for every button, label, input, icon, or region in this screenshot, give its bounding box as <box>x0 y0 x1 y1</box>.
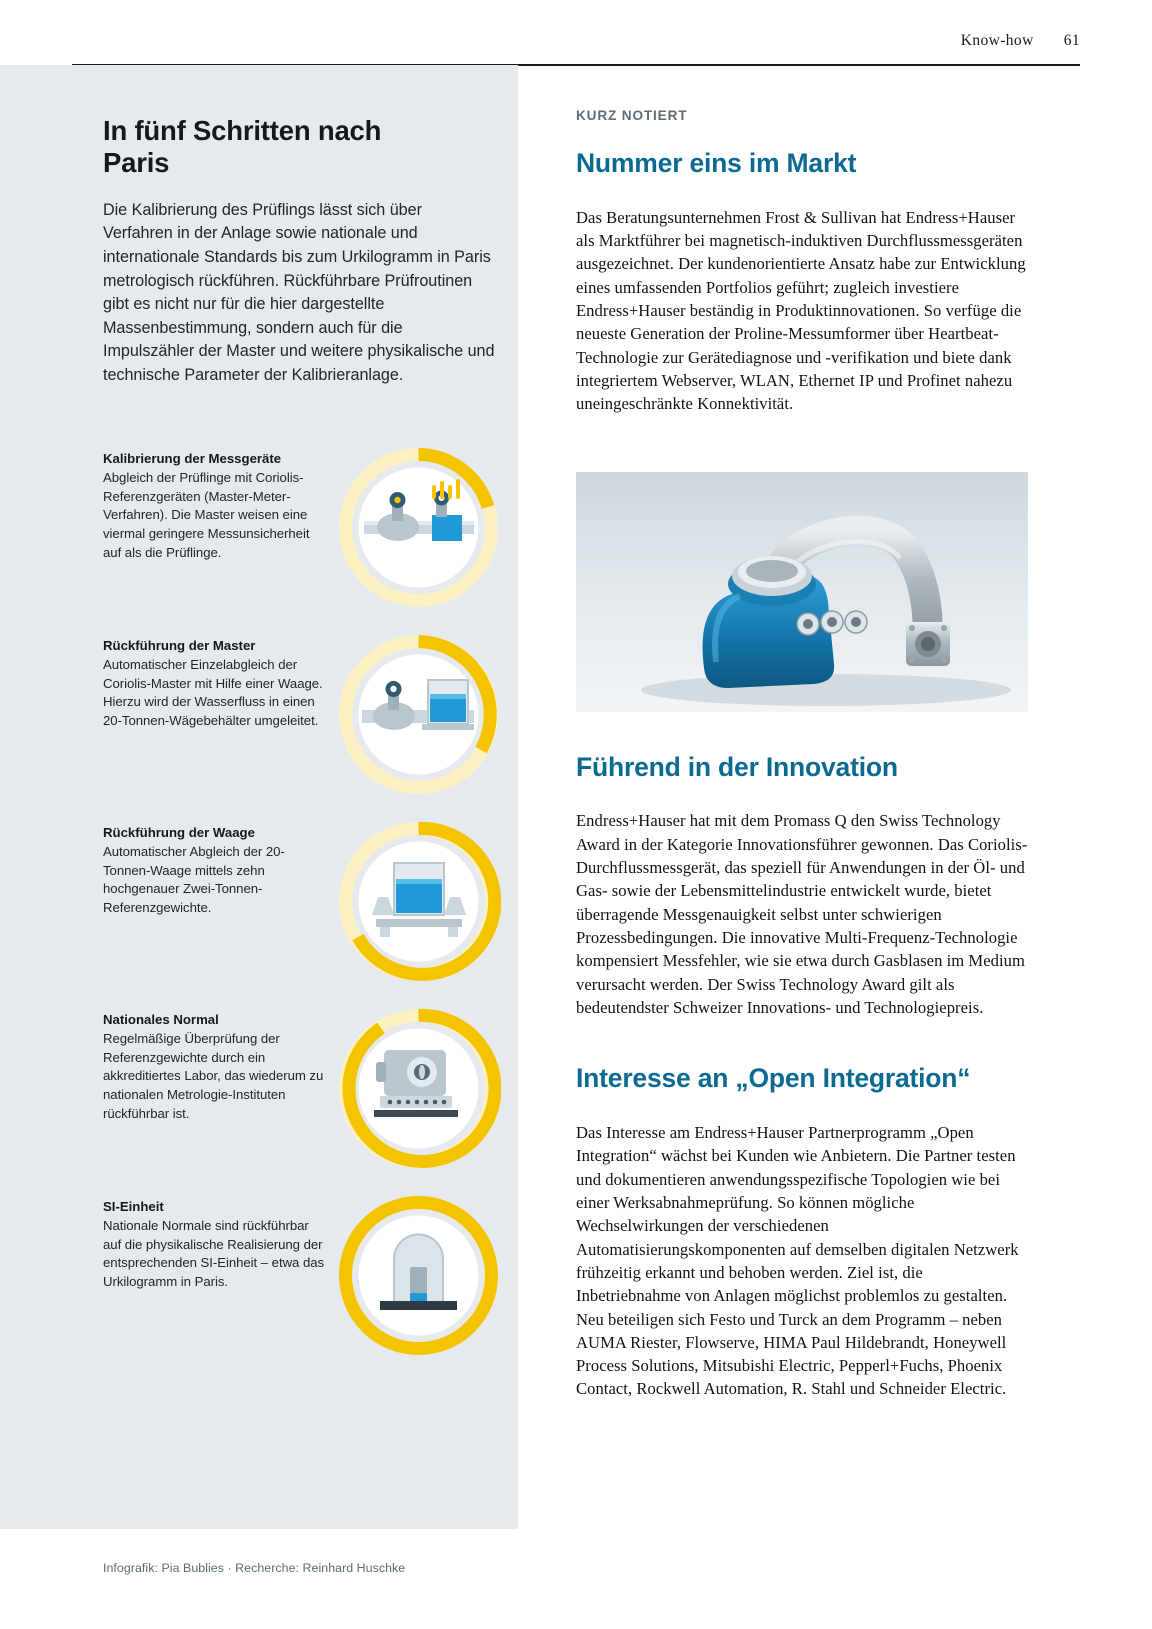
article-title: Nummer eins im Markt <box>576 148 857 178</box>
infographic-intro-text: Die Kalibrierung des Prüflings lässt sich über Verfahren in der Anlage sowie nationale und internationale Standards bis zum Urkilogramm in Paris metrologisch rückführen. Rückführbare Prüfroutinen gibt es nicht nur für die hier dargestellte Massenbestimmung, sondern auch für die Impulszähler der Master und weitere physikalische und technische Parameter der Kalibrieranlage. <box>103 200 495 384</box>
step-figure <box>336 445 501 610</box>
step-title: Rückführung der Master <box>103 638 256 653</box>
step-figure <box>336 1193 501 1358</box>
step-figure <box>336 632 501 797</box>
step-title: Nationales Normal <box>103 1012 219 1027</box>
step-item <box>103 1011 503 1198</box>
infographic-intro-block <box>103 115 495 387</box>
step-text <box>103 450 325 562</box>
step-text <box>103 1198 325 1292</box>
step-text <box>103 824 325 918</box>
article-title: Interesse an „Open Integration“ <box>576 1063 971 1094</box>
article-body: Das Beratungsunternehmen Frost & Sullivan hat Endress+Hauser als Marktführer bei magnetisch-induktiven Durchflussmessgeräten ausgezeichnet. Der kundenorientierte Ansatz habe zur Entwicklung eines umfassenden Portfolios geführt; zugleich investiere Endress+Hauser beständig in Produktinnovationen. So verfüge die neueste Generation der Proline-Messumformer über Heartbeat-Technologie zur Gerätediagnose und -verifikation und biete dank integriertem Webserver, WLAN, Ethernet IP und Profinet nahezu uneingeschränkte Konnektivität. <box>576 207 1026 414</box>
step-body: Nationale Normale sind rückführbar auf die physikalische Realisierung der entsprechenden SI-Einheit – etwa das Urkilogramm in Paris. <box>103 1217 325 1290</box>
step-item <box>103 450 503 637</box>
running-head <box>961 32 1080 50</box>
article-title: Führend in der Innovation <box>576 751 898 782</box>
step-body: Regelmäßige Überprüfung der Referenzgewichte durch ein akkreditiertes Labor, das wiederum zu nationalen Metrologie-Instituten rückführbar ist. <box>103 1030 324 1121</box>
step-title: Kalibrierung der Messgeräte <box>103 451 282 466</box>
step-body: Abgleich der Prüflinge mit Coriolis-Referenzgeräten (Master-Meter-Verfahren). Die Master weisen eine viermal geringere Messunsicherheit auf als die Prüflinge. <box>103 469 310 560</box>
step-body: Automatischer Abgleich der 20-Tonnen-Waage mittels zehn hochgenauer Zwei-Tonnen-Referenzgewichte. <box>103 843 285 916</box>
product-photo-promass-flowmeter <box>576 472 1028 712</box>
step-title: Rückführung der Waage <box>103 825 255 840</box>
kilogram-prototype-bell-jar-icon <box>336 1193 501 1358</box>
news-column <box>576 108 1028 1401</box>
flowmeter-pipe-icon <box>336 445 501 610</box>
step-item <box>103 637 503 824</box>
infographic-credit: Infografik: Pia Bublies · Recherche: Reinhard Huschke <box>103 1561 406 1575</box>
steps-list <box>103 450 503 1385</box>
step-title: SI-Einheit <box>103 1199 164 1214</box>
article-body: Endress+Hauser hat mit dem Promass Q den Swiss Technology Award in der Kategorie Innovationsführer gewonnen. Das Coriolis-Durchflussmessgerät, das speziell für Anwendungen in der Öl- und Gas- sowie der Lebensmittelindustrie entwickelt wurde, bietet überragende Messgenauigkeit selbst unter schwierigen Prozessbedingungen. Die innovative Multi-Frequenz-Technologie kompensiert Messfehler, wie sie etwa durch Gasblasen im Medium verursacht werden. Der Swiss Technology Award gilt als bedeutendster Schweizer Innovations- und Technologiepreis. <box>576 811 1028 1017</box>
running-head-section: Know-how <box>960 32 1034 49</box>
infographic-headline: In fünf Schritten nach Paris <box>103 115 382 179</box>
step-item <box>103 824 503 1011</box>
section-spacer <box>576 1019 1028 1063</box>
page-number: 61 <box>1063 32 1080 49</box>
step-figure <box>336 1006 501 1171</box>
precision-balance-icon <box>336 1006 501 1171</box>
pipe-tank-icon <box>336 632 501 797</box>
step-figure <box>336 819 501 984</box>
article-body: Das Interesse am Endress+Hauser Partnerprogramm „Open Integration“ wächst bei Kunden wie Anbietern. Die Partner testen und dokumentieren anwendungsspezifische Topologien wie bei einer Werksabnahmeprüfung. So können mögliche Wechselwirkungen der verschiedenen Automatisierungskomponenten auf demselben digitalen Netzwerk frühzeitig erkannt und behoben werden. Ziel ist, die Inbetriebnahme von Anlagen möglichst problemlos zu gestalten. Neu beteiligen sich Festo und Turck an dem Programm – neben AUMA Riester, Flowserve, HIMA Paul Hildebrandt, Honeywell Process Solutions, Mitsubishi Electric, Pepperl+Fuchs, Phoenix Contact, Rockwell Automation, R. Stahl und Schneider Electric. <box>576 1123 1019 1399</box>
infographic-panel <box>0 65 518 1575</box>
step-body: Automatischer Einzelabgleich der Coriolis-Master mit Hilfe einer Waage. Hierzu wird der Wasserfluss in einen 20-Tonnen-Wägebehälter umgeleitet. <box>103 656 323 729</box>
news-kicker: KURZ NOTIERT <box>576 108 688 123</box>
scale-weights-icon <box>336 819 501 984</box>
step-text <box>103 1011 325 1123</box>
step-item <box>103 1198 503 1385</box>
step-text <box>103 637 325 731</box>
